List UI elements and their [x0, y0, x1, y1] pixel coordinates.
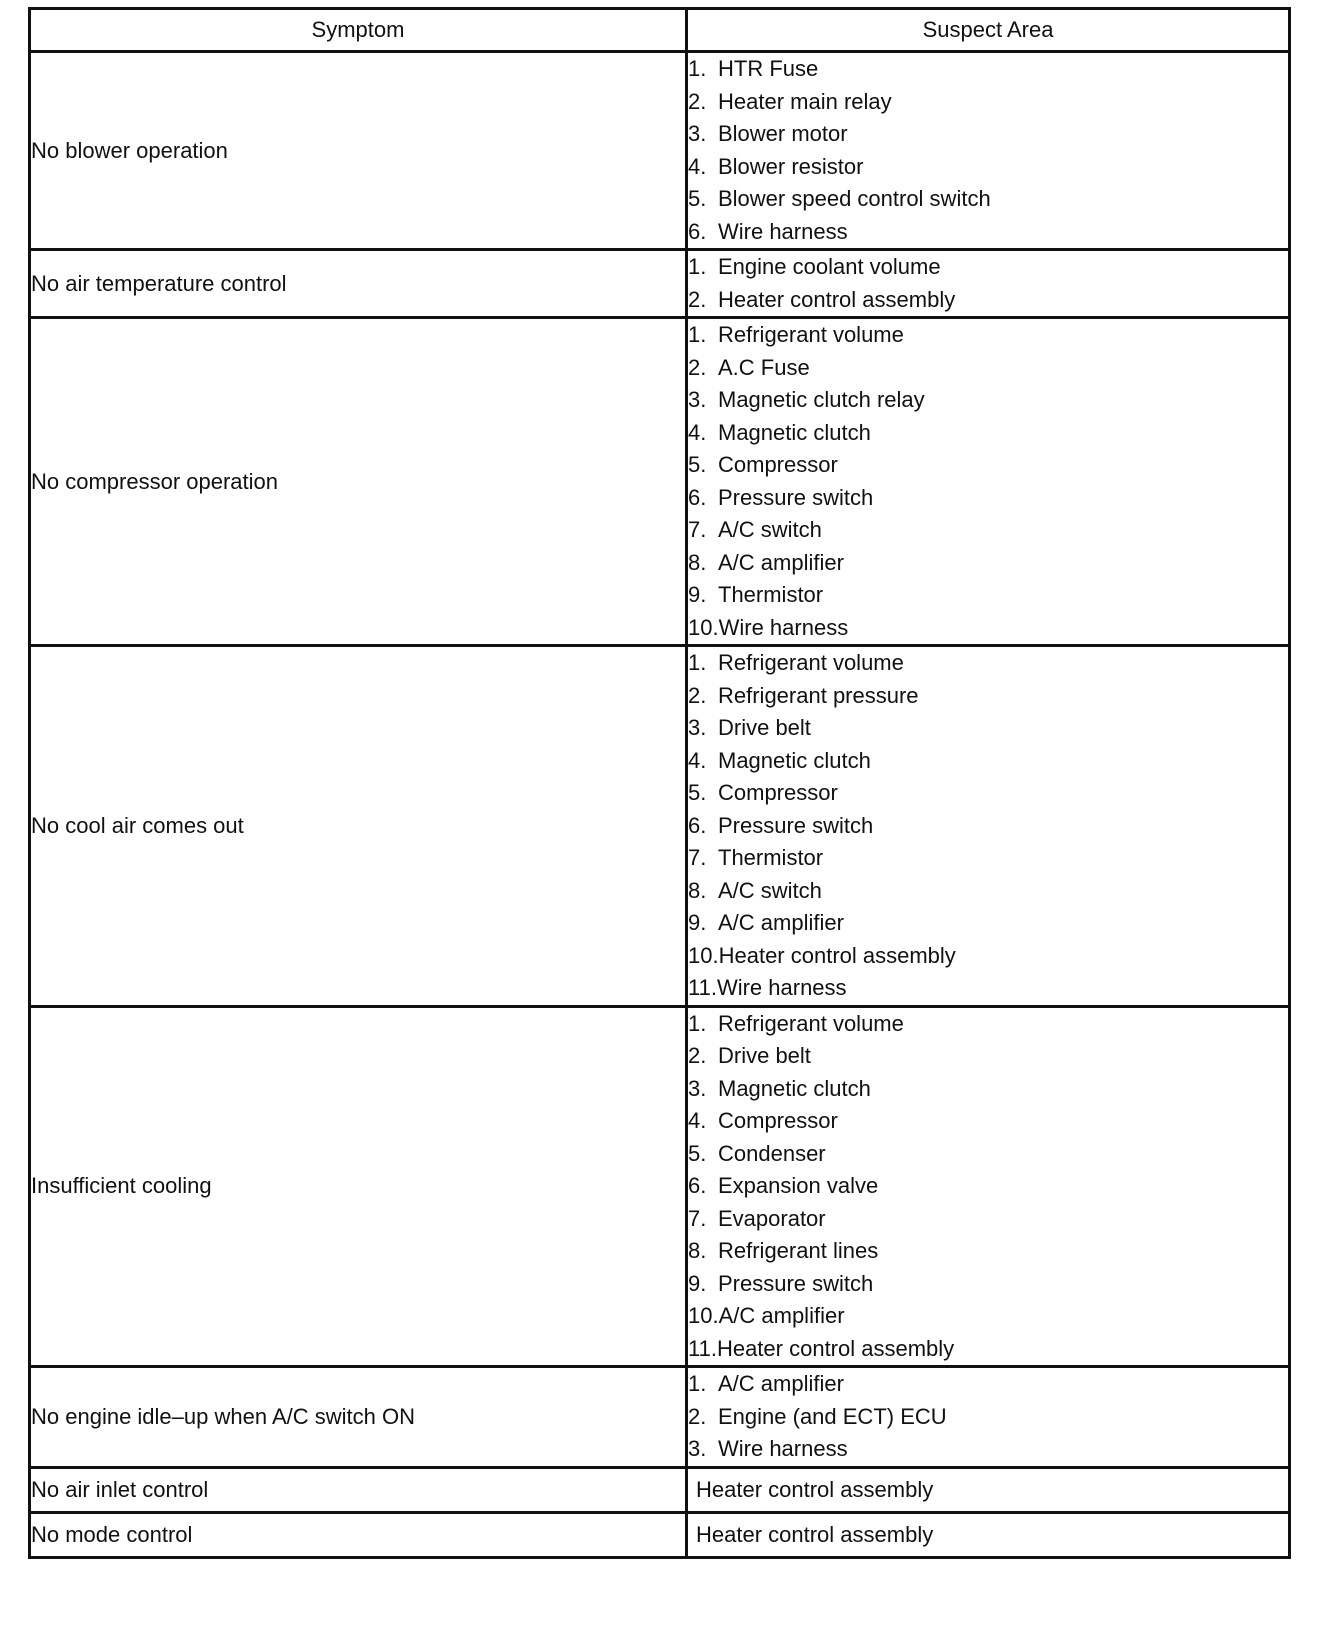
item-number: 11.: [688, 975, 717, 1000]
item-number: 2.: [688, 682, 707, 708]
table-row: [30, 318, 1290, 646]
item-number: 8.: [688, 549, 707, 575]
item-number: 4.: [688, 153, 707, 179]
item-number: 10.: [688, 942, 719, 968]
list-item: [688, 875, 1288, 908]
item-text: A/C amplifier: [718, 1303, 845, 1328]
suspect-list: [688, 1008, 1288, 1366]
suspect-area-cell: [687, 250, 1290, 318]
list-item: [688, 579, 1288, 612]
item-text: Compressor: [718, 452, 838, 477]
list-item: [688, 449, 1288, 482]
item-number: 3.: [688, 387, 707, 412]
list-item: [688, 745, 1288, 778]
item-number: 1.: [688, 254, 707, 279]
list-item: [688, 151, 1288, 184]
item-text: Refrigerant lines: [718, 1238, 879, 1263]
symptom-cell: No compressor operation: [30, 318, 687, 646]
item-number: 5.: [688, 780, 707, 805]
item-text: Evaporator: [718, 1205, 826, 1231]
list-item: [688, 352, 1288, 385]
item-text: A/C switch: [718, 517, 822, 542]
suspect-area-cell: Heater control assembly: [687, 1467, 1290, 1512]
item-number: 8.: [688, 1238, 707, 1263]
item-number: 4.: [688, 747, 707, 773]
list-item: [688, 907, 1288, 940]
item-text: A/C switch: [718, 877, 822, 903]
item-number: 9.: [688, 910, 707, 935]
item-text: Compressor: [718, 780, 838, 805]
list-item: [688, 680, 1288, 713]
list-item: [688, 647, 1288, 680]
symptom-table: [28, 7, 1291, 1559]
item-text: Refrigerant volume: [718, 1010, 904, 1036]
item-number: 6.: [688, 218, 707, 244]
list-item: [688, 1268, 1288, 1301]
list-item: [688, 284, 1288, 317]
suspect-area-cell: [687, 646, 1290, 1007]
item-number: 5.: [688, 452, 707, 477]
symptom-cell: No cool air comes out: [30, 646, 687, 1007]
list-item: [688, 1433, 1288, 1466]
item-text: Drive belt: [718, 715, 811, 740]
item-text: A.C Fuse: [718, 354, 810, 380]
list-item: [688, 810, 1288, 843]
symptom-cell: No air temperature control: [30, 250, 687, 318]
item-text: Expansion valve: [718, 1173, 879, 1198]
item-text: Heater control assembly: [718, 286, 956, 312]
item-text: Condenser: [718, 1140, 826, 1166]
list-item: [688, 384, 1288, 417]
item-text: A/C amplifier: [718, 1371, 844, 1396]
table-row: [30, 52, 1290, 250]
item-number: 7.: [688, 517, 707, 542]
list-item: [688, 1368, 1288, 1401]
item-text: Magnetic clutch relay: [718, 387, 925, 412]
item-text: Wire harness: [718, 218, 848, 244]
item-number: 6.: [688, 812, 707, 838]
item-text: Wire harness: [718, 614, 849, 640]
item-text: Blower speed control switch: [718, 186, 991, 211]
item-text: Refrigerant pressure: [718, 682, 919, 708]
list-item: [688, 1138, 1288, 1171]
item-number: 9.: [688, 1270, 707, 1296]
item-number: 3.: [688, 1436, 707, 1461]
suspect-area-cell: [687, 1367, 1290, 1468]
list-item: [688, 1300, 1288, 1333]
item-number: 4.: [688, 1108, 707, 1133]
item-number: 7.: [688, 1205, 707, 1231]
list-item: [688, 777, 1288, 810]
item-text: Heater control assembly: [718, 942, 956, 968]
item-number: 2.: [688, 286, 707, 312]
symptom-cell: No mode control: [30, 1512, 687, 1557]
item-number: 2.: [688, 88, 707, 114]
item-number: 3.: [688, 1075, 707, 1101]
table-row: [30, 1006, 1290, 1367]
list-item: [688, 940, 1288, 973]
table-row: [30, 1512, 1290, 1557]
list-item: [688, 1170, 1288, 1203]
item-text: Heater main relay: [718, 88, 892, 114]
list-item: [688, 1235, 1288, 1268]
item-number: 1.: [688, 650, 707, 675]
item-number: 11.: [688, 1335, 717, 1361]
table-row: [30, 646, 1290, 1007]
item-text: HTR Fuse: [718, 56, 819, 81]
header-row: [30, 9, 1290, 52]
item-text: Blower motor: [718, 121, 848, 146]
list-item: [688, 712, 1288, 745]
list-item: [688, 842, 1288, 875]
item-text: Heater control assembly: [716, 1335, 955, 1361]
list-item: [688, 1008, 1288, 1041]
suspect-area-cell: [687, 52, 1290, 250]
item-text: Magnetic clutch: [718, 1075, 871, 1101]
table-row: [30, 1367, 1290, 1468]
list-item: [688, 514, 1288, 547]
list-item: [688, 547, 1288, 580]
item-number: 7.: [688, 845, 707, 870]
list-item: [688, 53, 1288, 86]
item-number: 1.: [688, 1010, 707, 1036]
troubleshooting-sheet: [28, 7, 1288, 1559]
item-number: 1.: [688, 56, 707, 81]
list-item: [688, 216, 1288, 249]
item-number: 6.: [688, 484, 707, 510]
item-text: Wire harness: [716, 975, 847, 1000]
list-item: [688, 1073, 1288, 1106]
list-item: [688, 183, 1288, 216]
item-text: Thermistor: [718, 582, 824, 607]
symptom-cell: No air inlet control: [30, 1467, 687, 1512]
suspect-list: [688, 647, 1288, 1005]
symptom-header: Symptom: [30, 9, 687, 52]
list-item: [688, 972, 1288, 1005]
symptom-cell: Insufficient cooling: [30, 1006, 687, 1367]
suspect-list: [688, 319, 1288, 644]
item-number: 5.: [688, 186, 707, 211]
item-text: Blower resistor: [718, 153, 864, 179]
item-text: A/C amplifier: [718, 910, 844, 935]
table-row: [30, 250, 1290, 318]
suspect-area-header: Suspect Area: [687, 9, 1290, 52]
item-text: Refrigerant volume: [718, 650, 904, 675]
item-text: Engine (and ECT) ECU: [718, 1403, 947, 1429]
item-text: Drive belt: [718, 1043, 811, 1068]
item-text: Pressure switch: [718, 1270, 874, 1296]
item-number: 2.: [688, 354, 707, 380]
item-number: 4.: [688, 419, 707, 445]
item-number: 10.: [688, 614, 719, 640]
list-item: [688, 1105, 1288, 1138]
table-body: [30, 52, 1290, 1558]
item-number: 3.: [688, 715, 707, 740]
list-item: [688, 482, 1288, 515]
suspect-list: [688, 1368, 1288, 1466]
suspect-area-cell: [687, 1006, 1290, 1367]
item-text: Compressor: [718, 1108, 838, 1133]
item-number: 10.: [688, 1303, 719, 1328]
item-text: Magnetic clutch: [718, 419, 871, 445]
list-item: [688, 1040, 1288, 1073]
list-item: [688, 1401, 1288, 1434]
item-number: 3.: [688, 121, 707, 146]
suspect-list: [688, 53, 1288, 248]
list-item: [688, 612, 1288, 645]
list-item: [688, 118, 1288, 151]
suspect-area-cell: Heater control assembly: [687, 1512, 1290, 1557]
list-item: [688, 417, 1288, 450]
item-text: Refrigerant volume: [718, 322, 904, 347]
item-number: 2.: [688, 1043, 707, 1068]
list-item: [688, 251, 1288, 284]
list-item: [688, 1203, 1288, 1236]
suspect-list: [688, 251, 1288, 316]
item-text: A/C amplifier: [718, 549, 844, 575]
item-text: Thermistor: [718, 845, 824, 870]
item-number: 1.: [688, 322, 707, 347]
item-text: Pressure switch: [718, 484, 874, 510]
item-number: 8.: [688, 877, 707, 903]
item-number: 9.: [688, 582, 707, 607]
item-text: Engine coolant volume: [718, 254, 941, 279]
list-item: [688, 86, 1288, 119]
item-text: Pressure switch: [718, 812, 874, 838]
item-text: Wire harness: [718, 1436, 848, 1461]
item-text: Magnetic clutch: [718, 747, 871, 773]
item-number: 2.: [688, 1403, 707, 1429]
symptom-cell: No engine idle–up when A/C switch ON: [30, 1367, 687, 1468]
item-number: 6.: [688, 1173, 707, 1198]
table-row: [30, 1467, 1290, 1512]
suspect-area-cell: [687, 318, 1290, 646]
symptom-cell: No blower operation: [30, 52, 687, 250]
list-item: [688, 319, 1288, 352]
item-number: 5.: [688, 1140, 707, 1166]
item-number: 1.: [688, 1371, 707, 1396]
list-item: [688, 1333, 1288, 1366]
